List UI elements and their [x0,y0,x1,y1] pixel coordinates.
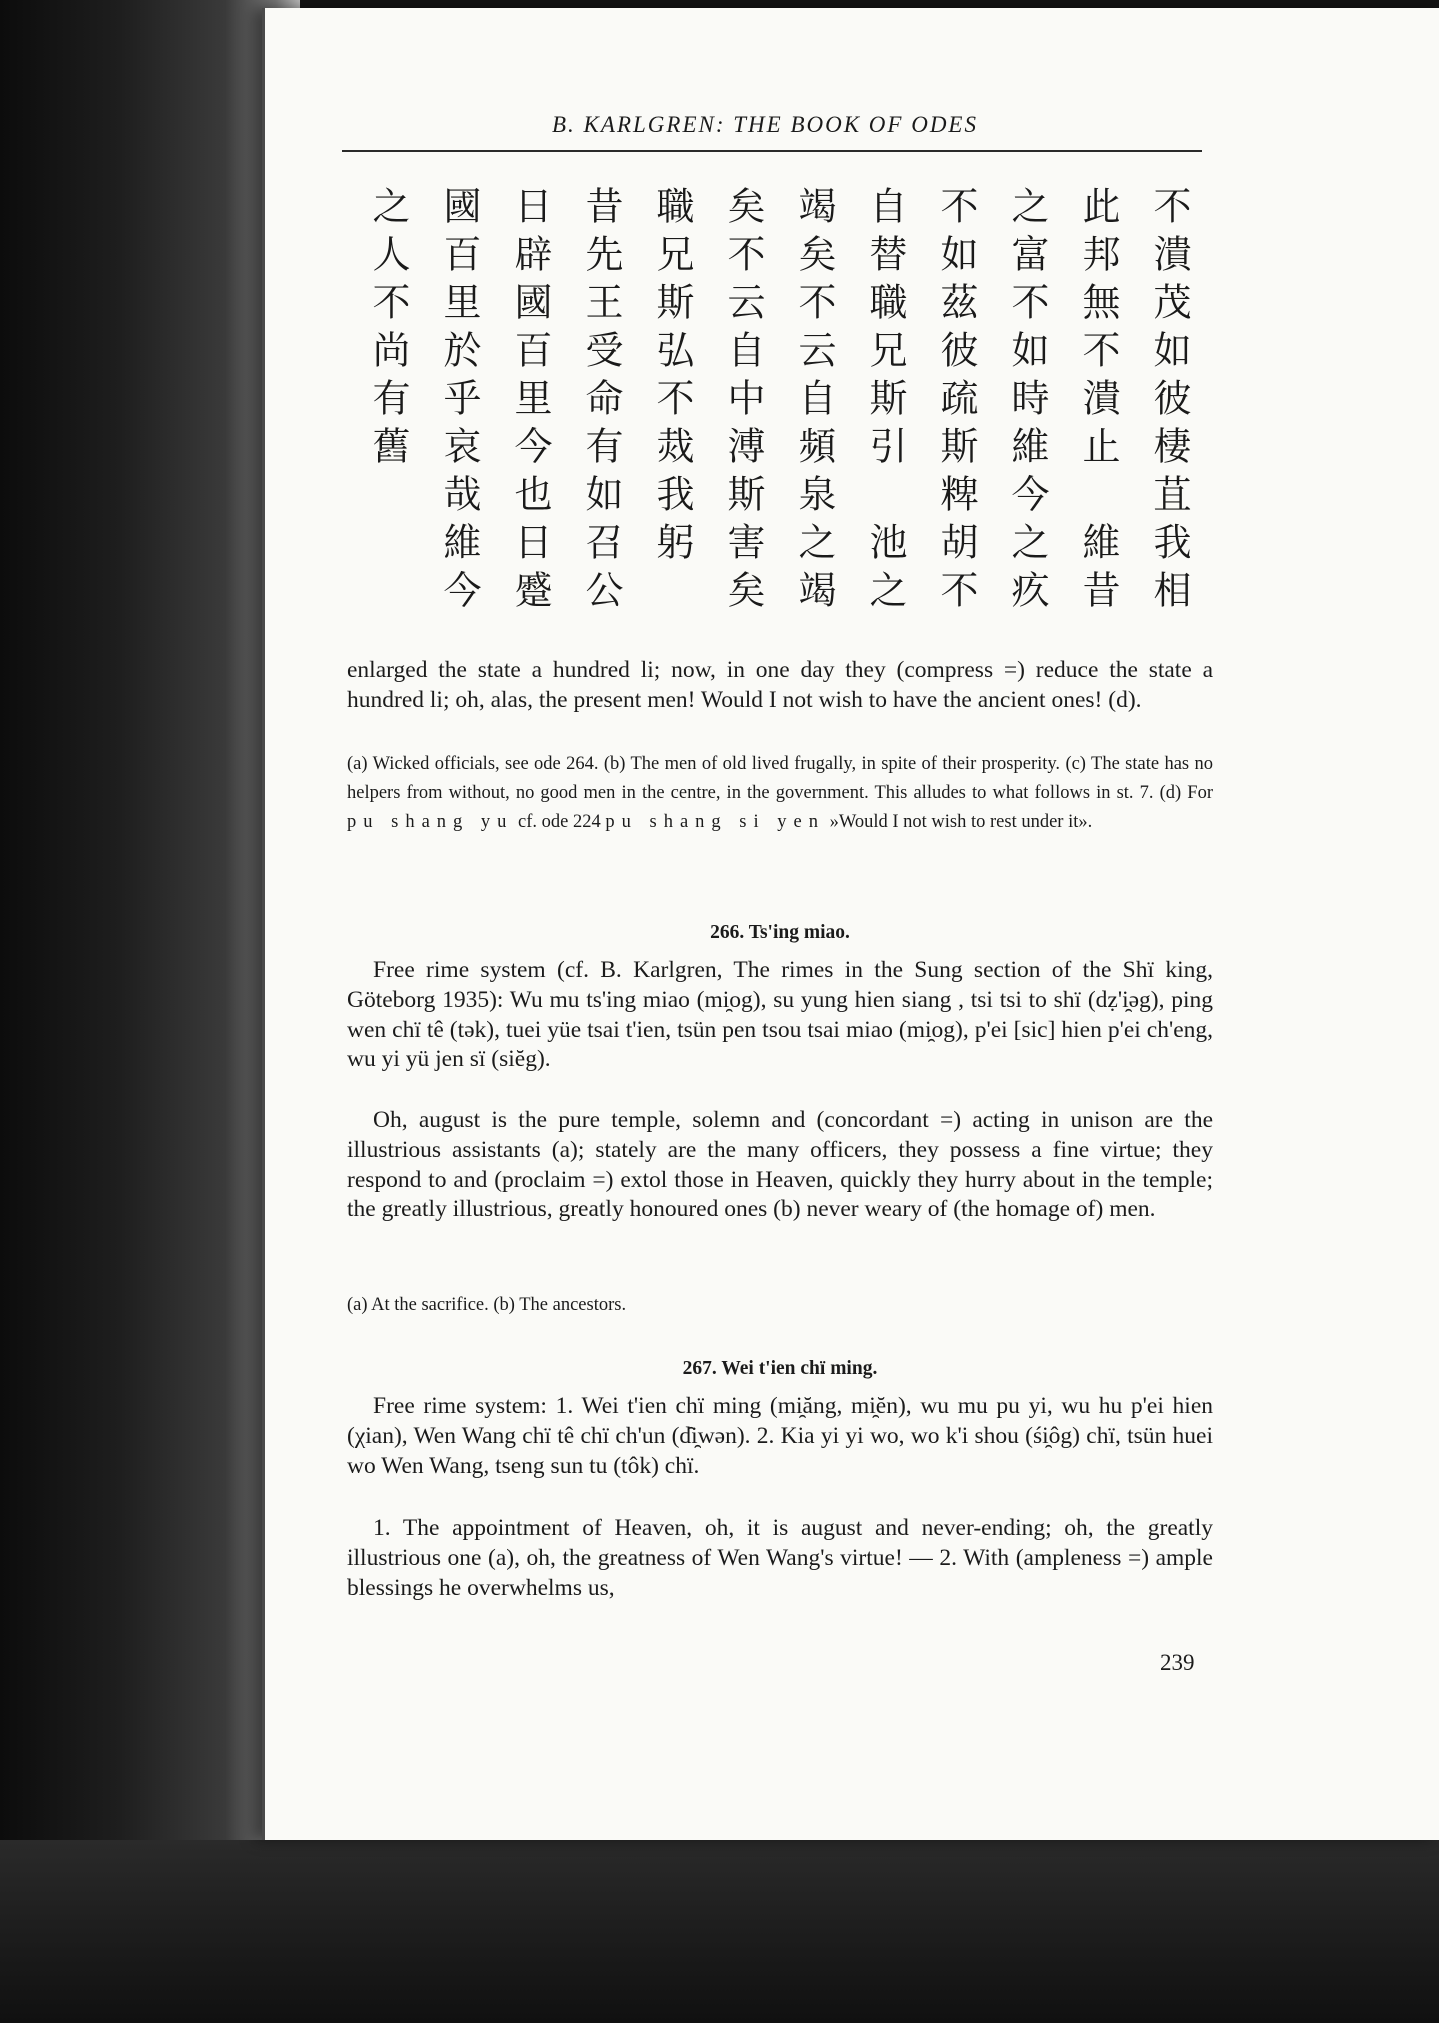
page-number: 239 [1160,1650,1195,1675]
footnote-spaced-term: pu shang si yen [605,812,825,832]
chinese-text-block [352,186,1192,626]
header-rule [342,150,1202,152]
ode-267-rime-system: Free rime system: 1. Wei t'ien chï ming (mi̯ăng, mi̯ĕn), wu mu pu yi, wu hu p'ei hien (χian), Wen Wang chï tê chï ch'un (d̑i̯wən). 2. Kia yi yi wo, wo k'i shou (śi̯ôg) chï, tsün huei wo Wen Wang, tseng sun tu (tôk) chï. [347,1393,1213,1479]
chinese-column: 之人不尚有舊 [366,186,410,474]
chinese-column: 之富不如時維今之疚 [1005,186,1049,618]
chinese-column: 昔先王受命有如召公 [579,186,623,618]
translation-paragraph-265: enlarged the state a hundred li; now, in one day they (compress =) reduce the state a hundred li; oh, alas, the present men! Would I not wish to have the ancient ones! (d). [347,657,1213,713]
footnote-text: cf. ode 224 [513,812,606,832]
footnote-spaced-term: pu shang yu [347,812,514,832]
ode-266-heading: 266. Ts'ing miao. [710,922,850,943]
chinese-column: 日辟國百里今也日蹙 [508,186,552,618]
chinese-column: 竭矣不云自頻泉之竭 [792,186,836,618]
footnotes-265 [347,750,1213,837]
chinese-column: 不如茲彼疏斯粺胡不 [934,186,978,618]
chinese-column: 自替職兄斯引 池之 [863,186,907,618]
scan-bottom-edge [0,1840,1439,2023]
ode-267-translation: 1. The appointment of Heaven, oh, it is august and never-ending; oh, the greatly illustrious one (a), oh, the greatness of Wen Wang's virtue! — 2. With (ampleness =) ample blessings he overwhelms us, [347,1515,1213,1601]
chinese-column: 國百里於乎哀哉維今 [437,186,481,618]
ode-266-translation: Oh, august is the pure temple, solemn and (concordant =) acting in unison are the illustrious assistants (a); stately are the many officers, they possess a fine virtue; they respond to and (proclaim =) extol those in Heaven, quickly they hurry about in the temple; the greatly illustrious, greatly honoured ones (b) never weary of (the homage of) men. [347,1107,1213,1223]
running-head: B. KARLGREN: THE BOOK OF ODES [552,112,978,137]
chinese-column: 此邦無不潰止 維昔 [1076,186,1120,618]
chinese-column: 不潰茂如彼棲苴我相 [1147,186,1191,618]
scan-dark-margin [0,0,300,2023]
chinese-column: 矣不云自中溥斯害矣 [721,186,765,618]
footnote-text: »Would I not wish to rest under it». [824,812,1093,832]
chinese-column: 職兄斯弘不烖我躬 [650,186,694,570]
ode-266-rime-system: Free rime system (cf. B. Karlgren, The rimes in the Sung section of the Shï king, Göteborg 1935): Wu mu ts'ing miao (mi̯og), su yung hien siang , tsi tsi to shï (dẓ'i̯əg), ping wen chï tê (tək), tuei yüe tsai t'ien, tsün pen tsou tsai miao (mi̯og), p'ei [sic] hien p'ei ch'eng, wu yi yü jen sï (siĕg). [347,957,1213,1073]
ode-267-heading: 267. Wei t'ien chï ming. [682,1358,878,1379]
footnote-text: (a) Wicked officials, see ode 264. (b) The men of old lived frugally, in spite of their prosperity. (c) The state has no helpers from without, no good men in the centre, in the government. This alludes to what follows in st. 7. (d) For [347,754,1213,803]
ode-266-footnotes: (a) At the sacrifice. (b) The ancestors. [347,1295,627,1315]
